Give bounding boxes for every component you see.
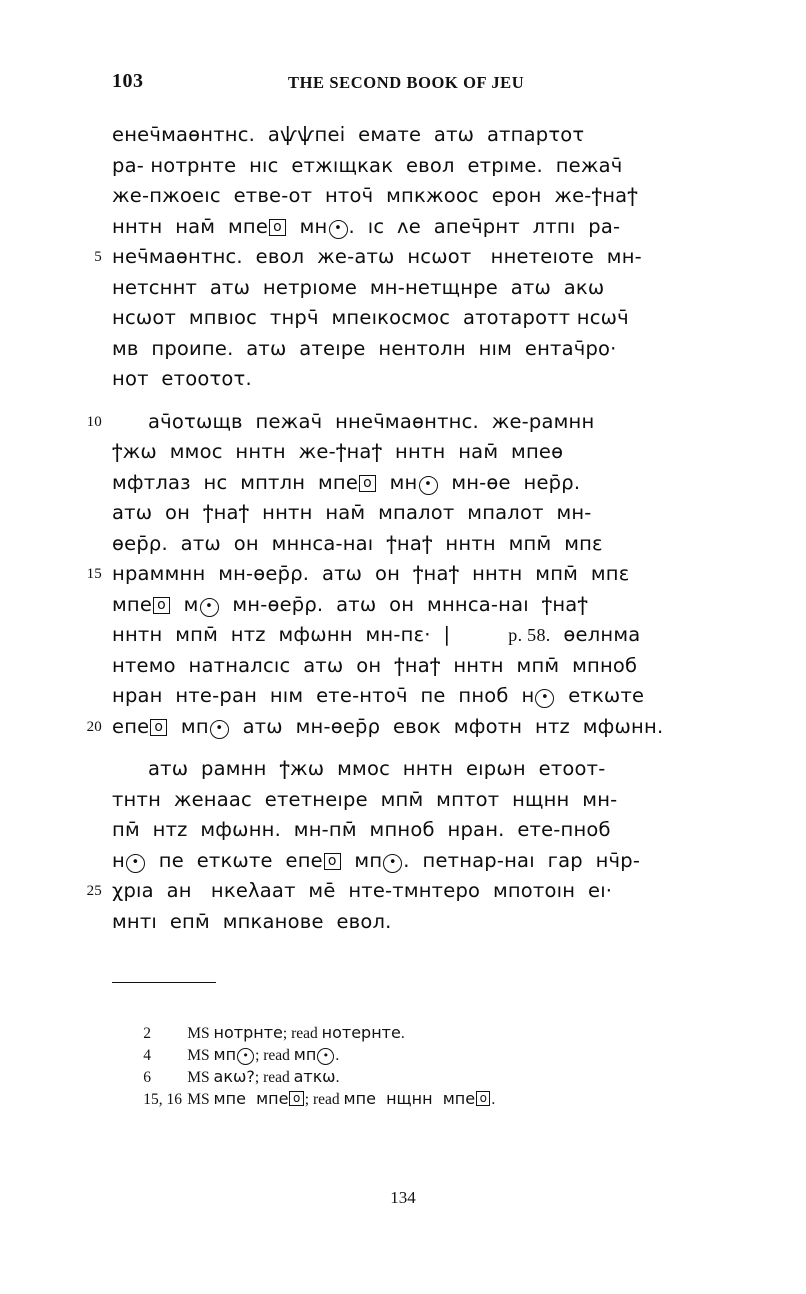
line-text: ннтн нам̄ мпе [112,214,269,238]
manuscript-page-mark: p. 58. [508,625,551,645]
circled-siglum: • [126,854,145,873]
circled-siglum: • [419,476,438,495]
footnote-text [187,1088,495,1111]
circled-siglum: • [237,1048,254,1065]
text-line [112,120,752,151]
line-number: 15 [86,566,102,582]
footnote-part: ; read [255,1047,294,1064]
page-number: 134 [390,1188,416,1207]
text-line [112,498,752,529]
footnote-part: ; read [282,1025,322,1042]
text-line [112,529,752,560]
text-line [112,212,752,243]
line-text: енеч̄маөнтнс. аѱѱпеі емате атѡ атпарτοτ [112,123,585,146]
text-line [112,846,752,877]
footnote-number: 4 [143,1047,151,1064]
footnote [112,1066,752,1108]
paragraph [86,754,752,937]
footnote-coptic: мп [213,1045,237,1064]
line-text-cont: атѡ мн-өер̄ρ евoк мфотн нтz мфѡнн. [229,714,664,738]
line-text-cont: мн-өер̄ρ. атѡ он мннса-наı ϯнаϯ [219,592,589,616]
line-text-cont: мп [341,848,383,872]
boxed-siglum: o [269,219,286,236]
line-text: нраммнн мн-өер̄ρ. атѡ он ϯнаϯ ннтн мпм̄ мпε [112,562,630,585]
circled-siglum: • [200,598,219,617]
circled-siglum: • [329,220,348,239]
text-line [112,364,752,395]
footnote-part: ; read [254,1069,294,1086]
footnote-number: 6 [143,1069,151,1086]
line-text: н [112,848,125,872]
footnote-coptic: атκѡ [293,1067,336,1086]
line-text: атѡ он ϯнаϯ ннтн нам̄ мпалот мпалот мн- [112,501,592,524]
page-footer [0,1188,806,1208]
line-text: же-пжоеıс етвe-от нточ̄ мпкжоос ерон же-ϯнаϯ [112,184,638,207]
line-text: мпе [112,592,153,616]
line-text: χрıа ан нкеλаат ме̄ нте-тмнтеро мпотоıн еı· [112,879,613,902]
line-number: 10 [86,413,102,430]
text-line [112,785,752,816]
running-title: THE SECOND BOOK OF JEU [288,73,525,92]
line-text-cont: мн [286,214,328,238]
line-text: ннтн мпм̄ нтz мфѡнн мн-пε· | [112,623,451,646]
line-text-cont: өелнма [550,623,641,646]
footnote-coptic: мпе нщнн мпе [343,1089,476,1108]
footnote-part: . [335,1047,340,1064]
text-line [86,559,752,590]
line-text-cont: мн-өе нер̄ρ. [438,470,581,494]
boxed-siglum: o [150,719,167,736]
circled-siglum: • [317,1048,334,1065]
footnote-part: . [491,1091,496,1108]
footnote [112,1022,752,1064]
boxed-siglum: o [153,597,170,614]
line-text-cont: мн [376,470,418,494]
line-number: 20 [86,718,102,735]
footnote [112,1000,752,1042]
page-header [112,70,712,96]
text-line [112,590,752,621]
text-line [112,651,752,682]
line-text-cont: . петнар-наı гар нч̄р- [403,848,641,872]
text-line [86,712,752,743]
line-number: 5 [94,249,102,265]
line-number: 25 [86,883,102,899]
footnote-part: . [335,1069,340,1086]
line-text: тнтн женаас ететнеıре мпм̄ мптот нщнн мн- [112,787,618,811]
line-text-cont: . ıс ᴧe апеч̄рнт лтпı ра- [348,214,621,238]
body-text [86,120,752,937]
footnote-coptic: мп [293,1045,317,1064]
line-text-cont: еткѡте [555,684,645,707]
footnote-part: . [400,1025,405,1042]
line-text: неч̄маөнтнс. евол же-атѡ нсѡот ннетеıоте мн- [112,245,642,268]
footnote-separator-rule [112,982,216,983]
text-line [112,681,752,712]
text-line [112,815,752,846]
footnote-part: MS [187,1047,214,1064]
line-text: нсѡот мпвıос тнрч̄ мпеıкосмос атотаротт нсѡч̄ [112,306,629,329]
footnote-coptic: нотернте [321,1023,401,1042]
line-text: мв проипе. атѡ атеıре нентолн нıм ентач̄рο· [112,336,617,360]
line-text: ра- нотрнте нıс етжıщкак евол етрıме. пежач̄ [112,153,623,177]
footnote-coptic: акѡ? [213,1067,255,1086]
line-text: нοт етοοτοτ. [112,367,252,390]
paragraph [94,120,752,395]
line-text-cont: пе еткѡте епе [145,848,323,872]
boxed-siglum: o [476,1091,490,1106]
line-text: нетсннт атѡ нетрıоме мн-нетщнре атѡ акѡ [112,275,605,299]
text-line [112,907,752,938]
line-text: ϯжѡ ммос ннтн же-ϯнаϯ ннтн нам̄ мпеө [112,440,564,463]
text-line [112,181,752,212]
text-line [112,437,752,468]
text-line [86,407,752,438]
text-line [112,620,752,651]
folio-number: 103 [112,70,144,92]
footnote-part: MS [187,1091,214,1108]
text-line [86,876,752,907]
line-text-cont: мп [168,714,209,738]
text-line [112,754,752,785]
text-line [112,303,752,334]
text-line [112,151,752,182]
text-line [112,468,752,499]
line-text: пм̄ нтz мфѡнн. мн-пм̄ мпноб нран. ете-пноб [112,818,611,841]
circled-siglum: • [383,854,402,873]
boxed-siglum: o [359,475,376,492]
footnote [112,1044,752,1086]
footnotes [112,1000,752,1108]
line-text: өер̄ρ. атѡ он мннса-наı ϯнаϯ ннтн мпм̄ мпε [112,531,603,555]
line-text: нтемо натналсıс атѡ он ϯнаϯ ннтн мпм̄ мпноб [112,653,638,677]
line-text-cont: м [170,592,199,616]
boxed-siglum: o [324,853,341,870]
footnote-part: MS [187,1025,214,1042]
line-text: епе [112,714,150,738]
paragraph [86,407,752,743]
circled-siglum: • [535,689,554,708]
line-text: нран нте-ран нıм ете-нточ̄ пе пноб н [112,684,535,707]
footnote-part: ; read [304,1091,344,1108]
line-text: мнтı епм̄ мпканове евол. [112,909,392,933]
footnote-number: 15, 16 [143,1091,182,1108]
text-line [94,242,752,273]
line-text: атѡ рамнн ϯжѡ ммос ннтн еıрѡн етоот- [148,757,606,780]
line-text: мфтлаз нс мптлн мпе [112,470,359,494]
footnote-coptic: нотрнте [213,1023,283,1042]
footnote-number: 2 [143,1025,151,1042]
footnote-coptic: мпе мпе [213,1089,289,1108]
text-line [112,273,752,304]
circled-siglum: • [210,720,229,739]
line-text: ач̄οτѡщв пежач̄ ннеч̄маөнтнс. же-рамнн [148,409,595,433]
footnote-part: MS [187,1069,214,1086]
boxed-siglum: o [289,1091,303,1106]
text-line [112,334,752,365]
